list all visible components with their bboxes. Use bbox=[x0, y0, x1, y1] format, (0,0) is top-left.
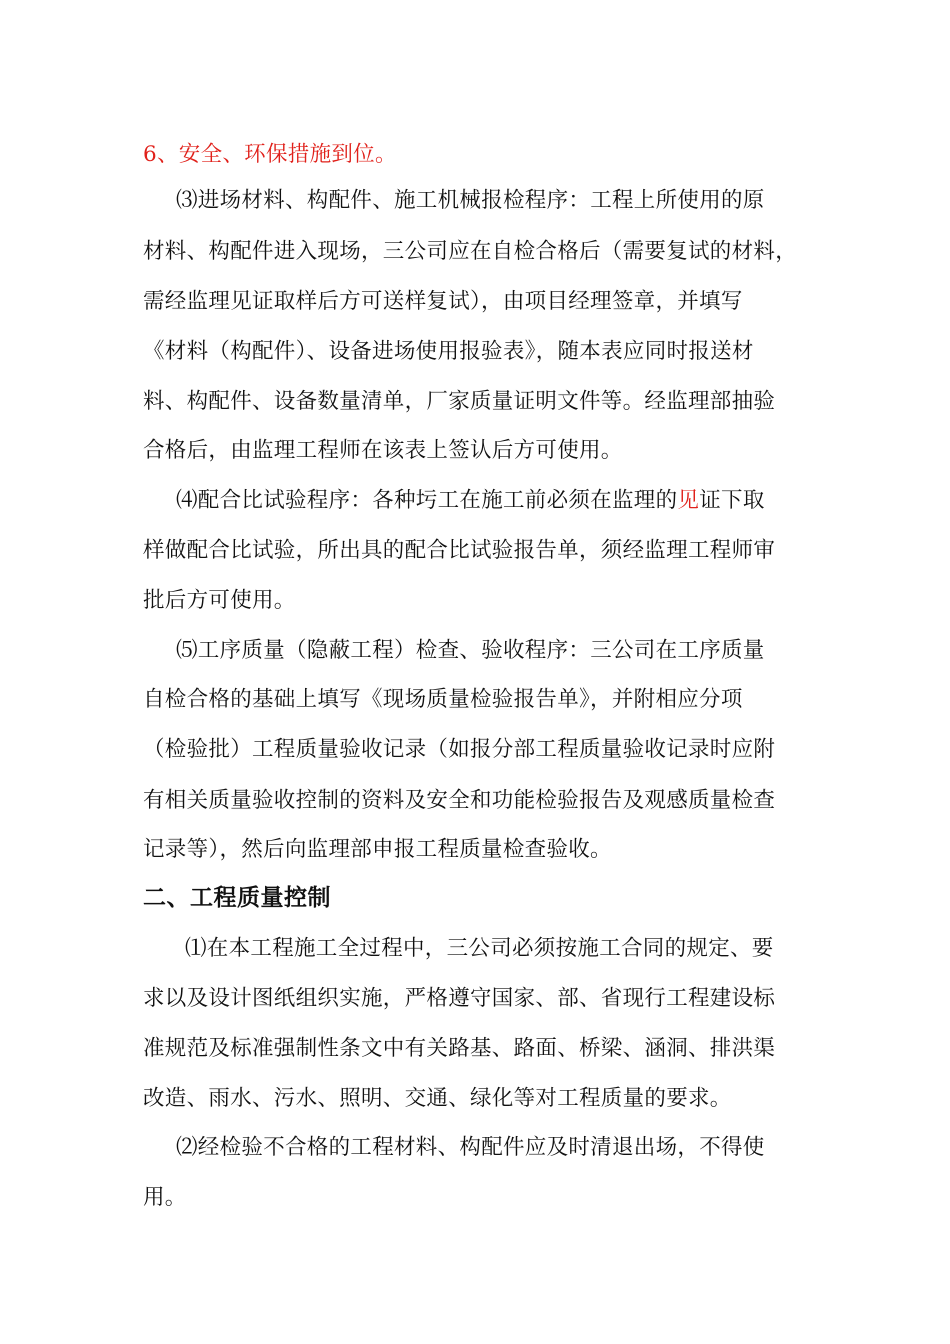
text-line: 《材料（构配件）、设备进场使用报验表》，随本表应同时报送材 bbox=[143, 339, 754, 364]
item6-safety-environment: 6、安全、环保措施到位。 bbox=[143, 142, 397, 167]
text-line: 合格后，由监理工程师在该表上签认后方可使用。 bbox=[143, 438, 623, 463]
text-line: 准规范及标准强制性条文中有关路基、路面、桥梁、涵洞、排洪渠 bbox=[143, 1036, 776, 1061]
section-heading: 二、工程质量控制 bbox=[143, 885, 331, 911]
text-line: 求以及设计图纸组织实施，严格遵守国家、部、省现行工程建设标 bbox=[143, 986, 776, 1011]
text-line: ⑶进场材料、构配件、施工机械报检程序：工程上所使用的原 bbox=[176, 188, 765, 213]
text-line: 用。 bbox=[143, 1185, 187, 1210]
text-line: 需经监理见证取样后方可送样复试），由项目经理签章，并填写 bbox=[143, 289, 743, 314]
text-segment: 证下取 bbox=[699, 488, 765, 513]
text-line: 记录等），然后向监理部申报工程质量检查验收。 bbox=[143, 837, 612, 862]
highlighted-char: 见 bbox=[677, 488, 700, 513]
text-line: 改造、雨水、污水、照明、交通、绿化等对工程质量的要求。 bbox=[143, 1086, 732, 1111]
text-line: ⑵经检验不合格的工程材料、构配件应及时清退出场，不得使 bbox=[176, 1135, 765, 1160]
text-segment: ⑷配合比试验程序：各种圬工在施工前必须在监理的 bbox=[176, 488, 678, 513]
text-line: 样做配合比试验，所出具的配合比试验报告单，须经监理工程师审 bbox=[143, 538, 776, 563]
text-line: ⑸工序质量（隐蔽工程）检查、验收程序：三公司在工序质量 bbox=[176, 638, 765, 663]
text-line: 自检合格的基础上填写《现场质量检验报告单》，并附相应分项 bbox=[143, 687, 743, 712]
text-line: ⑴在本工程施工全过程中，三公司必须按施工合同的规定、要 bbox=[185, 936, 774, 961]
text-line: （检验批）工程质量验收记录（如报分部工程质量验收记录时应附 bbox=[143, 737, 776, 762]
text-line: 有相关质量验收控制的资料及安全和功能检验报告及观感质量检查 bbox=[143, 788, 776, 813]
text-line: 料、构配件、设备数量清单，厂家质量证明文件等。经监理部抽验 bbox=[143, 389, 776, 414]
text-line bbox=[176, 487, 876, 515]
text-line: 批后方可使用。 bbox=[143, 588, 296, 613]
text-line: 材料、构配件进入现场，三公司应在自检合格后（需要复试的材料， bbox=[143, 239, 798, 264]
